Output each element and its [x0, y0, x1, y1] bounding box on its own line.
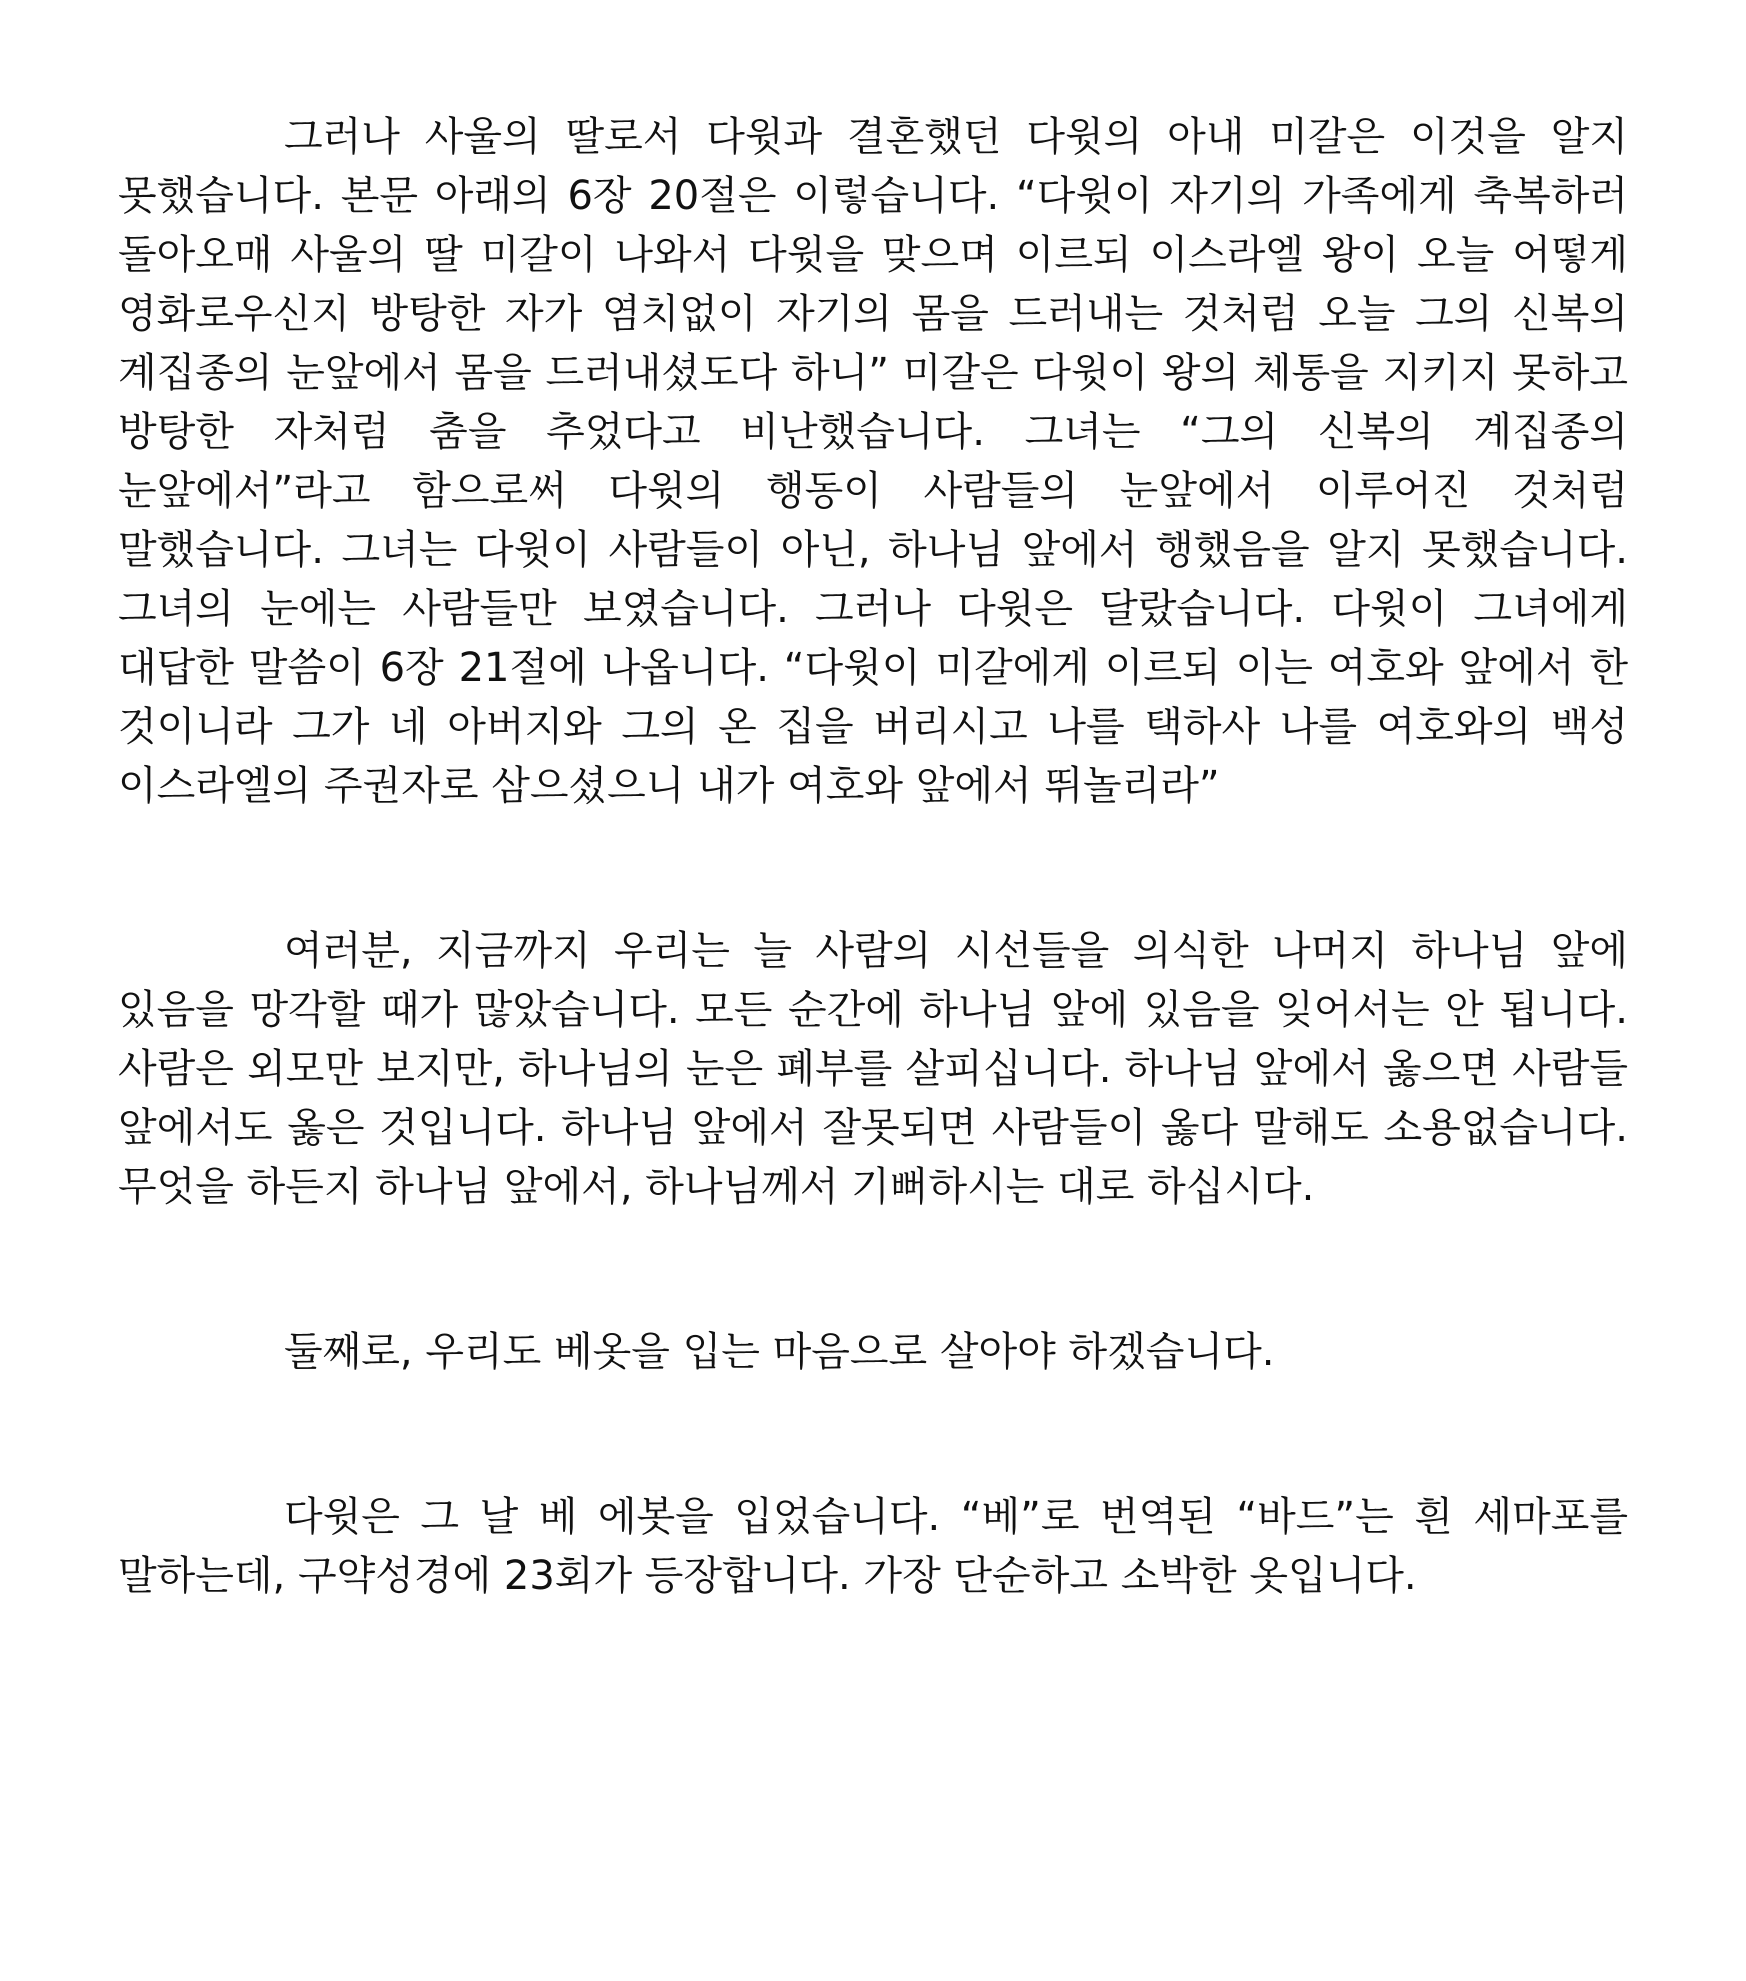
paragraph-second-point: 둘째로, 우리도 베옷을 입는 마음으로 살아야 하겠습니다. — [284, 1329, 1275, 1375]
paragraph-linen-ephod: 다윗은 그 날 베 에봇을 입었습니다. “베”로 번역된 “바드”는 흰 세마포를 말하는데, 구약성경에 23회가 등장합니다. 가장 단순하고 소박한 옷입니다. — [118, 1494, 1628, 1599]
document-page — [118, 108, 1628, 1606]
paragraph-before-god: 여러분, 지금까지 우리는 늘 사람의 시선들을 의식한 나머지 하나님 앞에 있음을 망각할 때가 많았습니다. 모든 순간에 하나님 앞에 있음을 잊어서는 안 됩니다. 사람은 외모만 보지만, 하나님의 눈은 폐부를 살피십니다. 하나님 앞에서 옳으면 사람들 앞에서도 옳은 것입니다. 하나님 앞에서 잘못되면 사람들이 옳다 말해도 소용없습니다. 무엇을 하든지 하나님 앞에서, 하나님께서 기뻐하시는 대로 하십시다. — [118, 928, 1628, 1210]
paragraph-spacer — [118, 1217, 1628, 1323]
paragraph-michal-rebuke: 그러나 사울의 딸로서 다윗과 결혼했던 다윗의 아내 미갈은 이것을 알지 못했습니다. 본문 아래의 6장 20절은 이렇습니다. “다윗이 자기의 가족에게 축복하러 돌아오매 사울의 딸 미갈이 나와서 다윗을 맞으며 이르되 이스라엘 왕이 오늘 어떻게 영화로우신지 방탕한 자가 염치없이 자기의 몸을 드러내는 것처럼 오늘 그의 신복의 계집종의 눈앞에서 몸을 드러내셨도다 하니” 미갈은 다윗이 왕의 체통을 지키지 못하고 방탕한 자처럼 춤을 추었다고 비난했습니다. 그녀는 “그의 신복의 계집종의 눈앞에서”라고 함으로써 다윗의 행동이 사람들의 눈앞에서 이루어진 것처럼 말했습니다. 그녀는 다윗이 사람들이 아닌, 하나님 앞에서 행했음을 알지 못했습니다. 그녀의 눈에는 사람들만 보였습니다. 그러나 다윗은 달랐습니다. 다윗이 그녀에게 대답한 말씀이 6장 21절에 나옵니다. “다윗이 미갈에게 이르되 이는 여호와 앞에서 한 것이니라 그가 네 아버지와 그의 온 집을 버리시고 나를 택하사 나를 여호와의 백성 이스라엘의 주권자로 삼으셨으니 내가 여호와 앞에서 뛰놀리라” — [118, 114, 1628, 809]
paragraph-spacer — [118, 816, 1628, 922]
paragraph-spacer — [118, 1382, 1628, 1488]
